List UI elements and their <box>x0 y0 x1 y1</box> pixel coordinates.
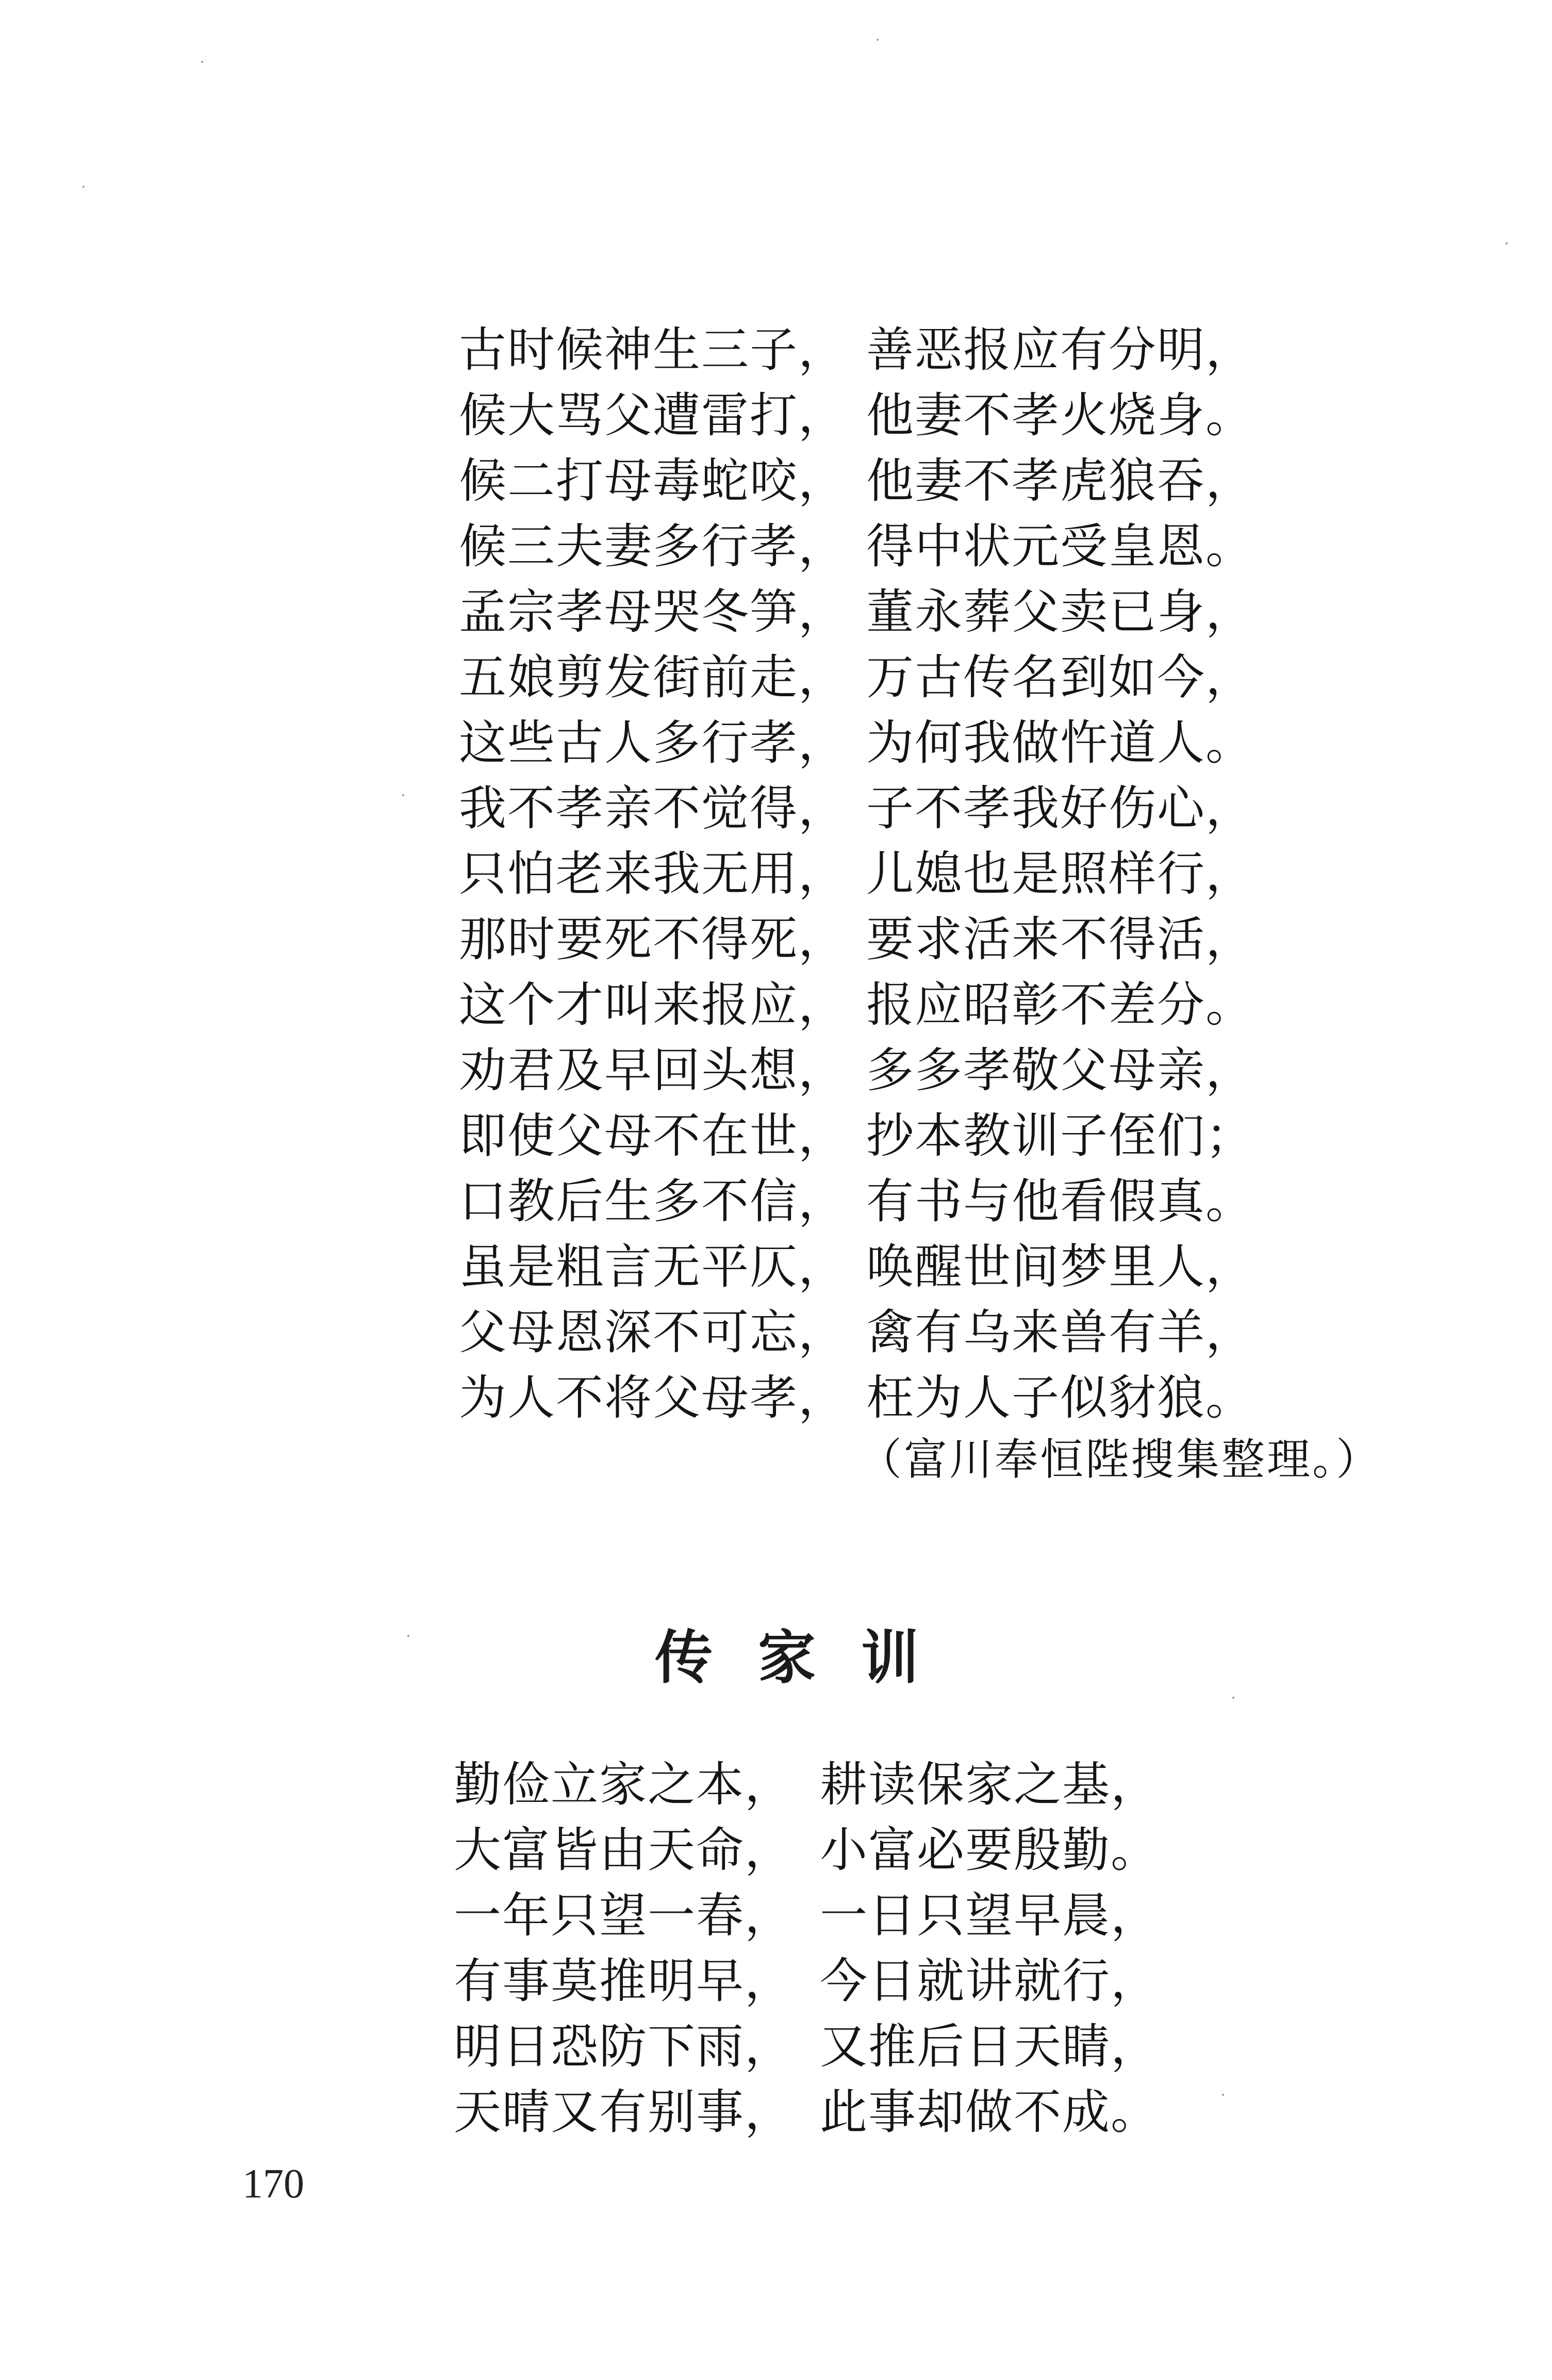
line-second-half: 报应昭彰不差分。 <box>866 977 1254 1032</box>
line-second-half: 枉为人子似豺狼。 <box>866 1370 1254 1425</box>
poem-line <box>0 579 1552 645</box>
poem-line <box>0 383 1552 448</box>
poem-line <box>0 1948 1552 2014</box>
line-second-half: 小富必要殷勤。 <box>820 1823 1160 1878</box>
line-first-half: 大富皆由天命， <box>454 1823 794 1878</box>
poem-line <box>0 710 1552 776</box>
poem-line <box>0 514 1552 579</box>
line-first-half: 口教后生多不信， <box>459 1174 847 1229</box>
poem-family-instructions <box>0 1752 1552 2145</box>
poem-line <box>0 1038 1552 1103</box>
poem-line <box>0 1103 1552 1169</box>
poem-line <box>0 1752 1552 1817</box>
line-first-half: 我不孝亲不觉得， <box>459 781 847 836</box>
line-first-half: 劝君及早回头想， <box>459 1043 847 1098</box>
line-second-half: 善恶报应有分明， <box>866 322 1254 377</box>
line-first-half: 只怕老来我无用， <box>459 846 847 901</box>
line-first-half: 古时候神生三子， <box>459 322 847 377</box>
line-second-half: 为何我做忤道人。 <box>866 715 1254 770</box>
line-first-half: 勤俭立家之本， <box>454 1757 794 1812</box>
poem-line <box>0 2014 1552 2079</box>
line-first-half: 候三夫妻多行孝， <box>459 519 847 574</box>
section-title: 传家训 <box>655 1624 964 1692</box>
poem-line <box>0 1817 1552 1883</box>
poem-line <box>0 645 1552 710</box>
line-first-half: 五娘剪发街前走， <box>459 650 847 705</box>
line-second-half: 万古传名到如今， <box>866 650 1254 705</box>
line-first-half: 候大骂父遭雷打， <box>459 388 847 443</box>
line-second-half: 有书与他看假真。 <box>866 1174 1254 1229</box>
poem-line <box>0 1169 1552 1234</box>
line-first-half: 候二打母毒蛇咬， <box>459 453 847 508</box>
line-first-half: 孟宗孝母哭冬笋， <box>459 584 847 639</box>
page-number: 170 <box>242 2161 304 2207</box>
line-first-half: 为人不将父母孝， <box>459 1370 847 1425</box>
line-first-half: 天晴又有别事， <box>454 2084 794 2140</box>
poem-line <box>0 907 1552 972</box>
poem-line <box>0 1883 1552 1948</box>
poem-line <box>0 841 1552 907</box>
line-second-half: 董永葬父卖已身， <box>866 584 1254 639</box>
line-second-half: 此事却做不成。 <box>820 2084 1160 2140</box>
line-first-half: 这个才叫来报应， <box>459 977 847 1032</box>
poem-line <box>0 776 1552 841</box>
collector-note: （富川奉恒陛搜集整理。） <box>858 1434 1382 1485</box>
poem-line <box>0 2079 1552 2145</box>
line-second-half: 禽有乌来兽有羊， <box>866 1305 1254 1360</box>
poem-line <box>0 1365 1552 1431</box>
line-second-half: 儿媳也是照样行， <box>866 846 1254 901</box>
poem-line <box>0 1300 1552 1365</box>
line-second-half: 抄本教训子侄们； <box>866 1108 1254 1163</box>
line-second-half: 唤醒世间梦里人， <box>866 1239 1254 1294</box>
scan-speck <box>82 186 85 188</box>
line-first-half: 虽是粗言无平仄， <box>459 1239 847 1294</box>
line-second-half: 得中状元受皇恩。 <box>866 519 1254 574</box>
line-first-half: 即使父母不在世， <box>459 1108 847 1163</box>
line-second-half: 子不孝我好伤心， <box>866 781 1254 836</box>
scan-speck <box>407 1635 409 1637</box>
line-second-half: 他妻不孝虎狼吞， <box>866 453 1254 508</box>
line-second-half: 多多孝敬父母亲， <box>866 1043 1254 1098</box>
scan-speck <box>1232 1697 1234 1699</box>
line-second-half: 又推后日天睛， <box>820 2019 1160 2074</box>
poem-line <box>0 317 1552 383</box>
poem-line <box>0 448 1552 514</box>
line-second-half: 耕读保家之基， <box>820 1757 1160 1812</box>
scan-speck <box>1506 242 1508 244</box>
poem-line <box>0 1234 1552 1300</box>
line-second-half: 他妻不孝火烧身。 <box>866 388 1254 443</box>
line-second-half: 今日就讲就行， <box>820 1954 1160 2009</box>
line-first-half: 这些古人多行孝， <box>459 715 847 770</box>
line-second-half: 一日只望早晨， <box>820 1888 1160 1943</box>
scan-speck <box>877 39 879 41</box>
line-first-half: 父母恩深不可忘， <box>459 1305 847 1360</box>
line-second-half: 要求活来不得活， <box>866 912 1254 967</box>
poem-line <box>0 972 1552 1038</box>
poem-filial-piety <box>0 317 1552 1431</box>
line-first-half: 有事莫推明早， <box>454 1954 794 2009</box>
scan-speck <box>201 61 203 63</box>
line-first-half: 明日恐防下雨， <box>454 2019 794 2074</box>
line-first-half: 那时要死不得死， <box>459 912 847 967</box>
line-first-half: 一年只望一春， <box>454 1888 794 1943</box>
